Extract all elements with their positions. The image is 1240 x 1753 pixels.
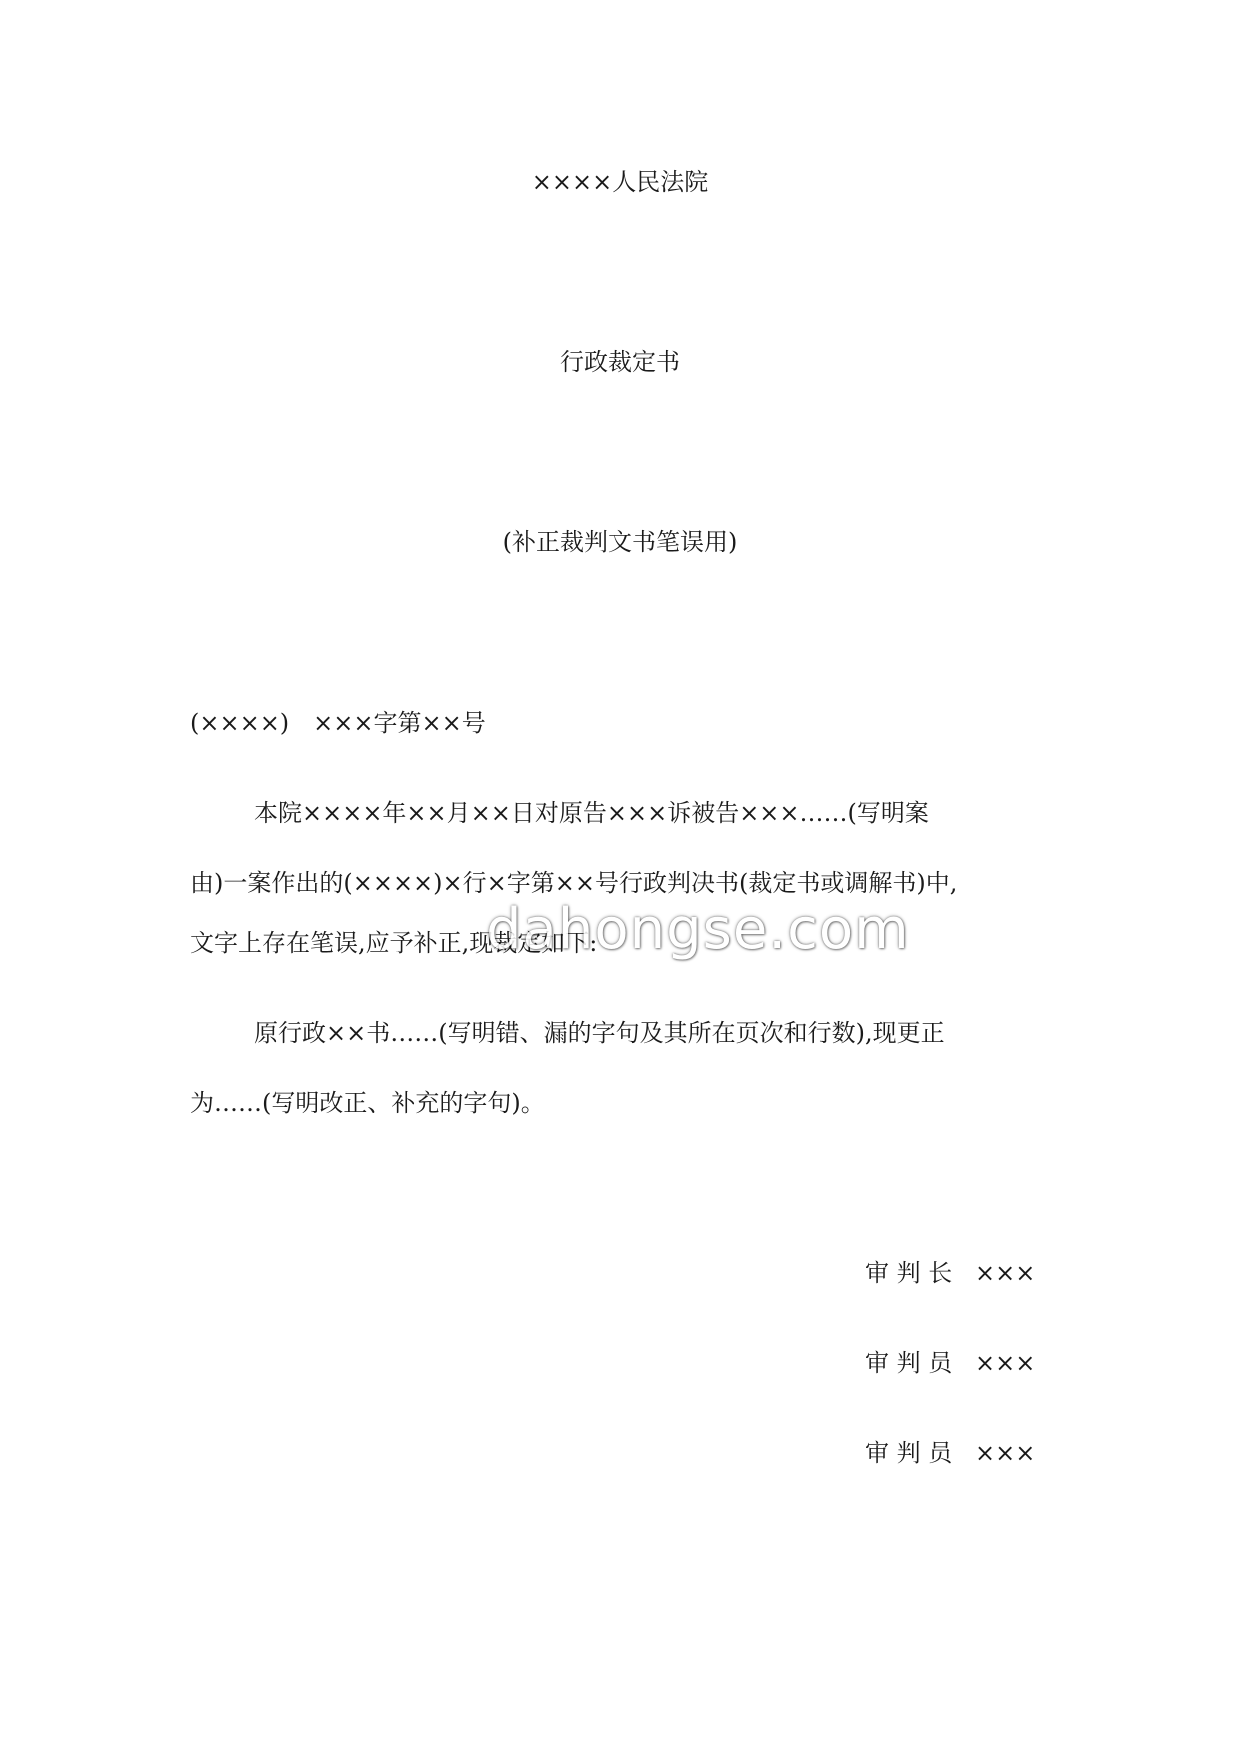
paragraph2-line1: 原行政××书……(写明错、漏的字句及其所在页次和行数),现更正	[254, 1019, 945, 1047]
case-number: (××××) ×××字第××号	[190, 709, 486, 737]
paragraph1-line2: 由)一案作出的(××××)×行×字第××号行政判决书(裁定书或调解书)中,	[190, 869, 958, 897]
signature-name: ×××	[975, 1349, 1036, 1377]
signature-judge-2	[865, 1436, 1035, 1470]
paragraph2-line2: 为……(写明改正、补充的字句)。	[190, 1089, 545, 1117]
watermark: dahongse.com	[486, 897, 910, 962]
signature-presiding-judge	[865, 1256, 1035, 1290]
document-type-title: 行政裁定书	[560, 348, 680, 376]
paragraph1-line3: 文字上存在笔误,应予补正,现裁定如下:	[190, 929, 598, 957]
signature-name: ×××	[975, 1259, 1036, 1287]
court-name: ××××人民法院	[531, 168, 709, 196]
paragraph1-line1: 本院××××年××月××日对原告×××诉被告×××……(写明案	[254, 799, 929, 827]
signature-role: 审 判 长	[865, 1259, 953, 1287]
signature-name: ×××	[975, 1439, 1036, 1467]
document-subtitle: (补正裁判文书笔误用)	[502, 528, 738, 556]
signature-role: 审 判 员	[865, 1349, 953, 1377]
signature-role: 审 判 员	[865, 1439, 953, 1467]
signature-judge-1	[865, 1346, 1035, 1380]
